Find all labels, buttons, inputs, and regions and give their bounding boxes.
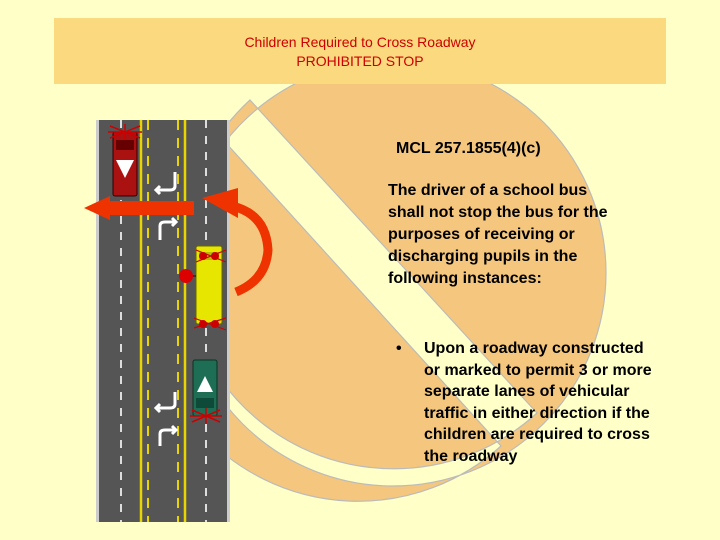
title (54, 33, 666, 71)
green-car-icon (190, 360, 222, 424)
title-line-2: PROHIBITED STOP (296, 53, 424, 69)
list-item (388, 338, 678, 468)
statute-citation: MCL 257.1855(4)(c) (396, 140, 541, 157)
bullet-marker: • (396, 340, 402, 357)
title-line-1: Children Required to Cross Roadway (244, 34, 476, 50)
rule-text: The driver of a school bus shall not stop the bus for the purposes of receiving or discharging pupils in the following instances: (388, 182, 608, 287)
content-panel (388, 140, 678, 468)
school-bus-icon (194, 246, 226, 330)
bullet-text: Upon a roadway constructed or marked to permit 3 or more separate lanes of vehicular traffic in either direction if the children are required to cross the roadway (424, 340, 652, 465)
red-car-icon (108, 124, 142, 196)
